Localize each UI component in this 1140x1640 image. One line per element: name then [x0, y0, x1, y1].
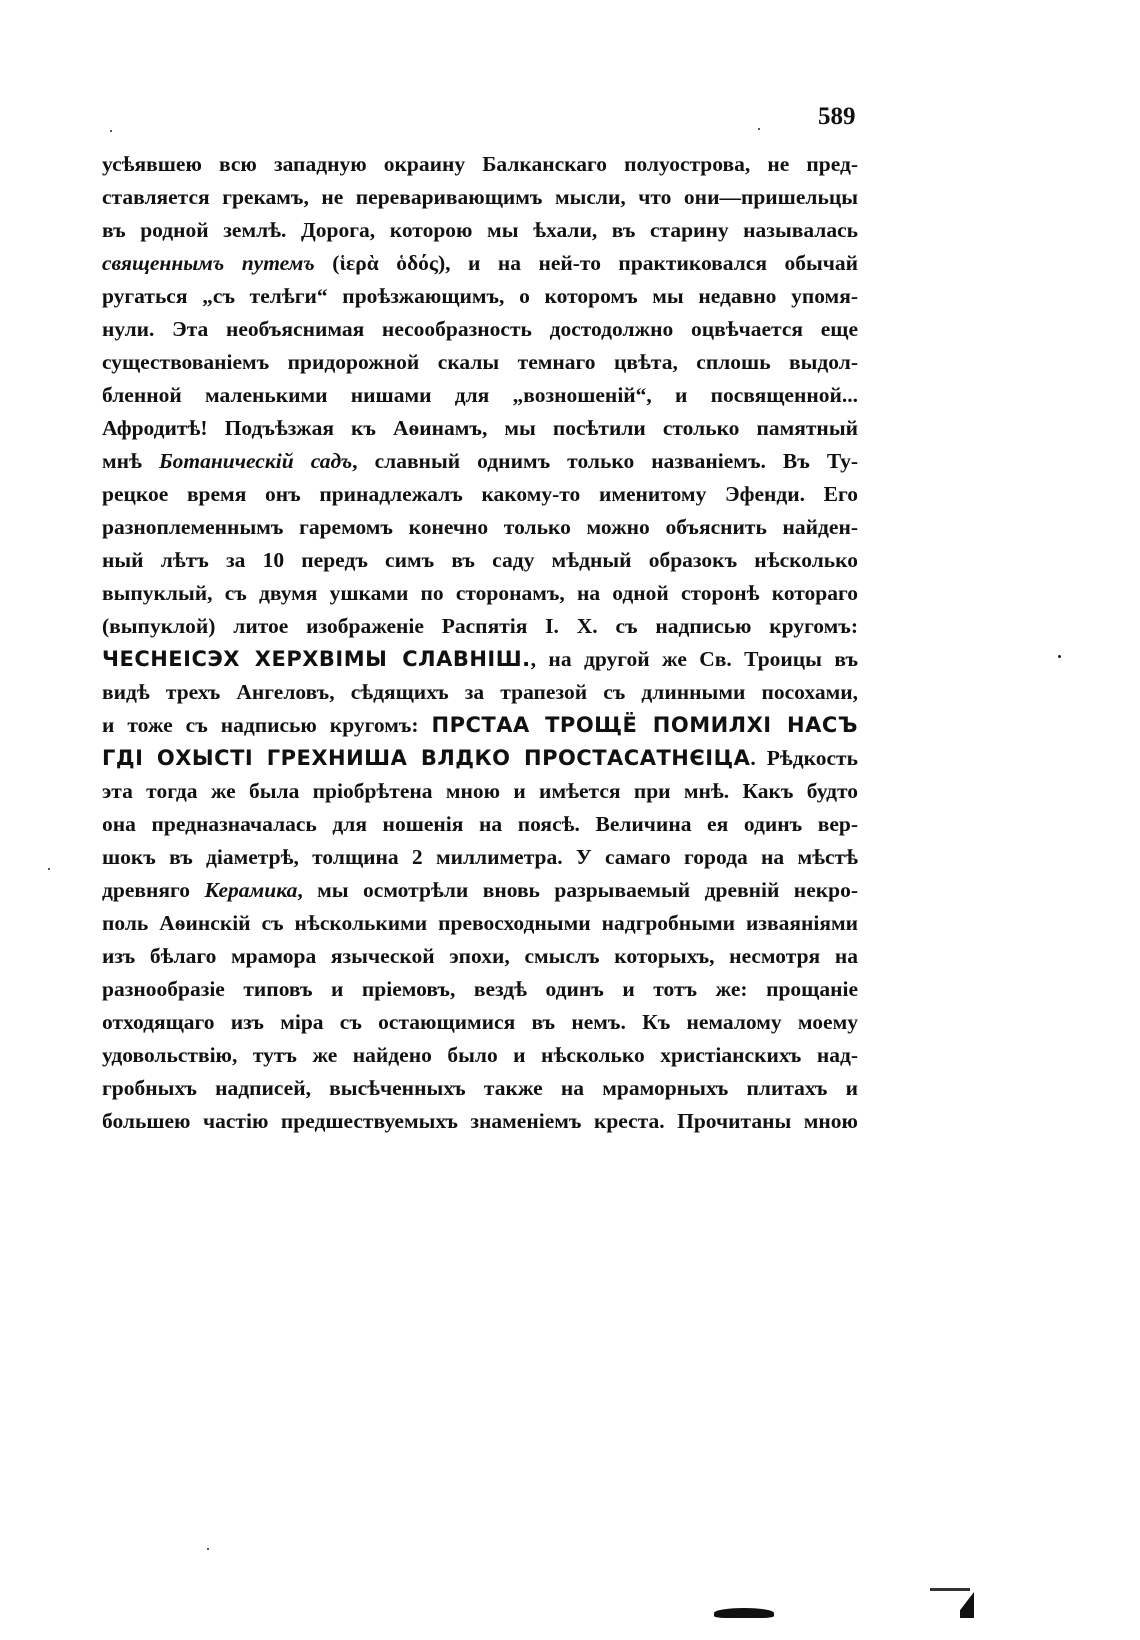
text-segment: (выпуклой) литое изображеніе Распятія І. Х. съ надписью кругомъ:	[102, 614, 858, 638]
text-line	[102, 643, 858, 676]
text-segment: , на другой же Св. Троицы въ	[530, 647, 858, 671]
text-segment: поль Аѳинскій съ нѣсколькими превосходными надгробными изваяніями	[102, 911, 858, 935]
text-segment: , мы осмотрѣли вновь разрываемый древній некро-	[297, 878, 858, 902]
italic-phrase: священнымъ путемъ	[102, 251, 315, 275]
text-line	[102, 214, 858, 247]
print-speck	[758, 128, 760, 130]
print-speck	[48, 868, 50, 870]
text-line	[102, 148, 858, 181]
text-segment: древняго	[102, 878, 205, 902]
text-segment: , славный однимъ только названіемъ. Въ Ту-	[352, 449, 858, 473]
text-segment: изъ бѣлаго мрамора языческой эпохи, смыслъ которыхъ, несмотря на	[102, 944, 858, 968]
print-speck	[1058, 655, 1061, 658]
text-line	[102, 511, 858, 544]
text-line	[102, 742, 858, 775]
text-segment: ставляется грекамъ, не переваривающимъ мысли, что они—пришельцы	[102, 185, 858, 209]
text-segment: большею частію предшествуемыхъ знаменіемъ креста. Прочитаны мною	[102, 1109, 858, 1133]
text-line	[102, 445, 858, 478]
text-line	[102, 313, 858, 346]
text-line	[102, 412, 858, 445]
italic-phrase: Керамика	[204, 878, 298, 902]
text-line	[102, 1006, 858, 1039]
print-speck	[207, 1548, 209, 1550]
text-segment: (ἱερὰ ὁδός), и на ней-то практиковался обычай	[314, 251, 858, 275]
text-segment: усѣявшею всю западную окраину Балканскаго полуострова, не пред-	[102, 152, 858, 176]
text-line	[102, 478, 858, 511]
text-line	[102, 610, 858, 643]
text-segment: гробныхъ надписей, высѣченныхъ также на мраморныхъ плитахъ и	[102, 1076, 858, 1100]
text-segment: отходящаго изъ міра съ остающимися въ немъ. Къ немалому моему	[102, 1010, 858, 1034]
text-segment: ругаться „съ телѣги“ проѣзжающимъ, о которомъ мы недавно упомя-	[102, 284, 858, 308]
text-segment: существованіемъ придорожной скалы темнаго цвѣта, сплошь выдол-	[102, 350, 858, 374]
text-segment: она предназначалась для ношенія на поясѣ. Величина ея одинъ вер-	[102, 812, 858, 836]
text-line	[102, 709, 858, 742]
text-segment: разнообразіе типовъ и пріемовъ, вездѣ одинъ и тотъ же: прощаніе	[102, 977, 858, 1001]
text-segment: Афродитѣ! Подъѣзжая къ Аѳинамъ, мы посѣтили столько памятный	[102, 416, 858, 440]
text-line	[102, 1105, 858, 1138]
text-line	[102, 544, 858, 577]
text-segment: ный лѣтъ за 10 передъ симъ въ саду мѣдный образокъ нѣсколько	[102, 548, 858, 572]
text-line	[102, 907, 858, 940]
italic-phrase: Ботаническій садъ	[158, 449, 353, 473]
text-line	[102, 379, 858, 412]
text-line	[102, 841, 858, 874]
text-segment: удовольствію, тутъ же найдено было и нѣсколько христіанскихъ над-	[102, 1043, 858, 1067]
church-slavonic-inscription: ЧЕСНЕІСЭХ ХЕРХВІМЫ СЛАВНІШ.	[102, 647, 531, 671]
text-segment: эта тогда же была пріобрѣтена мною и имѣется при мнѣ. Какъ будто	[102, 779, 858, 803]
text-segment: нули. Эта необъяснимая несообразность достодолжно оцвѣчается еще	[102, 317, 858, 341]
text-line	[102, 775, 858, 808]
text-segment: шокъ въ діаметрѣ, толщина 2 миллиметра. У самаго города на мѣстѣ	[102, 845, 858, 869]
church-slavonic-inscription: ПРСТАА ТРОЩЁ ПОМИЛХІ НАСЪ	[431, 713, 858, 737]
page-number: 589	[818, 103, 856, 130]
bottom-ink-mark	[960, 1592, 974, 1618]
text-segment: бленной маленькими нишами для „возношеній“, и посвященной...	[102, 383, 858, 407]
text-line	[102, 940, 858, 973]
bottom-ink-blot	[714, 1608, 774, 1618]
text-line	[102, 973, 858, 1006]
text-line	[102, 874, 858, 907]
text-line	[102, 676, 858, 709]
text-line	[102, 247, 858, 280]
body-text	[102, 148, 858, 1138]
text-line	[102, 1072, 858, 1105]
text-line	[102, 181, 858, 214]
text-segment: выпуклый, съ двумя ушками по сторонамъ, на одной сторонѣ котораго	[102, 581, 858, 605]
text-line	[102, 346, 858, 379]
text-segment: . Рѣдкость	[750, 746, 858, 770]
church-slavonic-inscription: ГДІ ОХЫСТІ ГРЕХНИША ВЛДКО ПРОСТАСАТНЄІЦА	[102, 746, 751, 770]
text-segment: и тоже съ надписью кругомъ:	[102, 713, 432, 737]
bottom-ink-rule	[930, 1588, 970, 1591]
text-segment: рецкое время онъ принадлежалъ какому-то именитому Эфенди. Его	[102, 482, 858, 506]
text-line	[102, 577, 858, 610]
text-line	[102, 280, 858, 313]
print-speck	[110, 130, 112, 132]
text-line	[102, 1039, 858, 1072]
text-segment: въ родной землѣ. Дорога, которою мы ѣхали, въ старину называлась	[102, 218, 858, 242]
text-line	[102, 808, 858, 841]
text-segment: разноплеменнымъ гаремомъ конечно только можно объяснить найден-	[102, 515, 858, 539]
text-segment: мнѣ	[102, 449, 159, 473]
text-segment: видѣ трехъ Ангеловъ, сѣдящихъ за трапезой съ длинными посохами,	[102, 680, 858, 704]
